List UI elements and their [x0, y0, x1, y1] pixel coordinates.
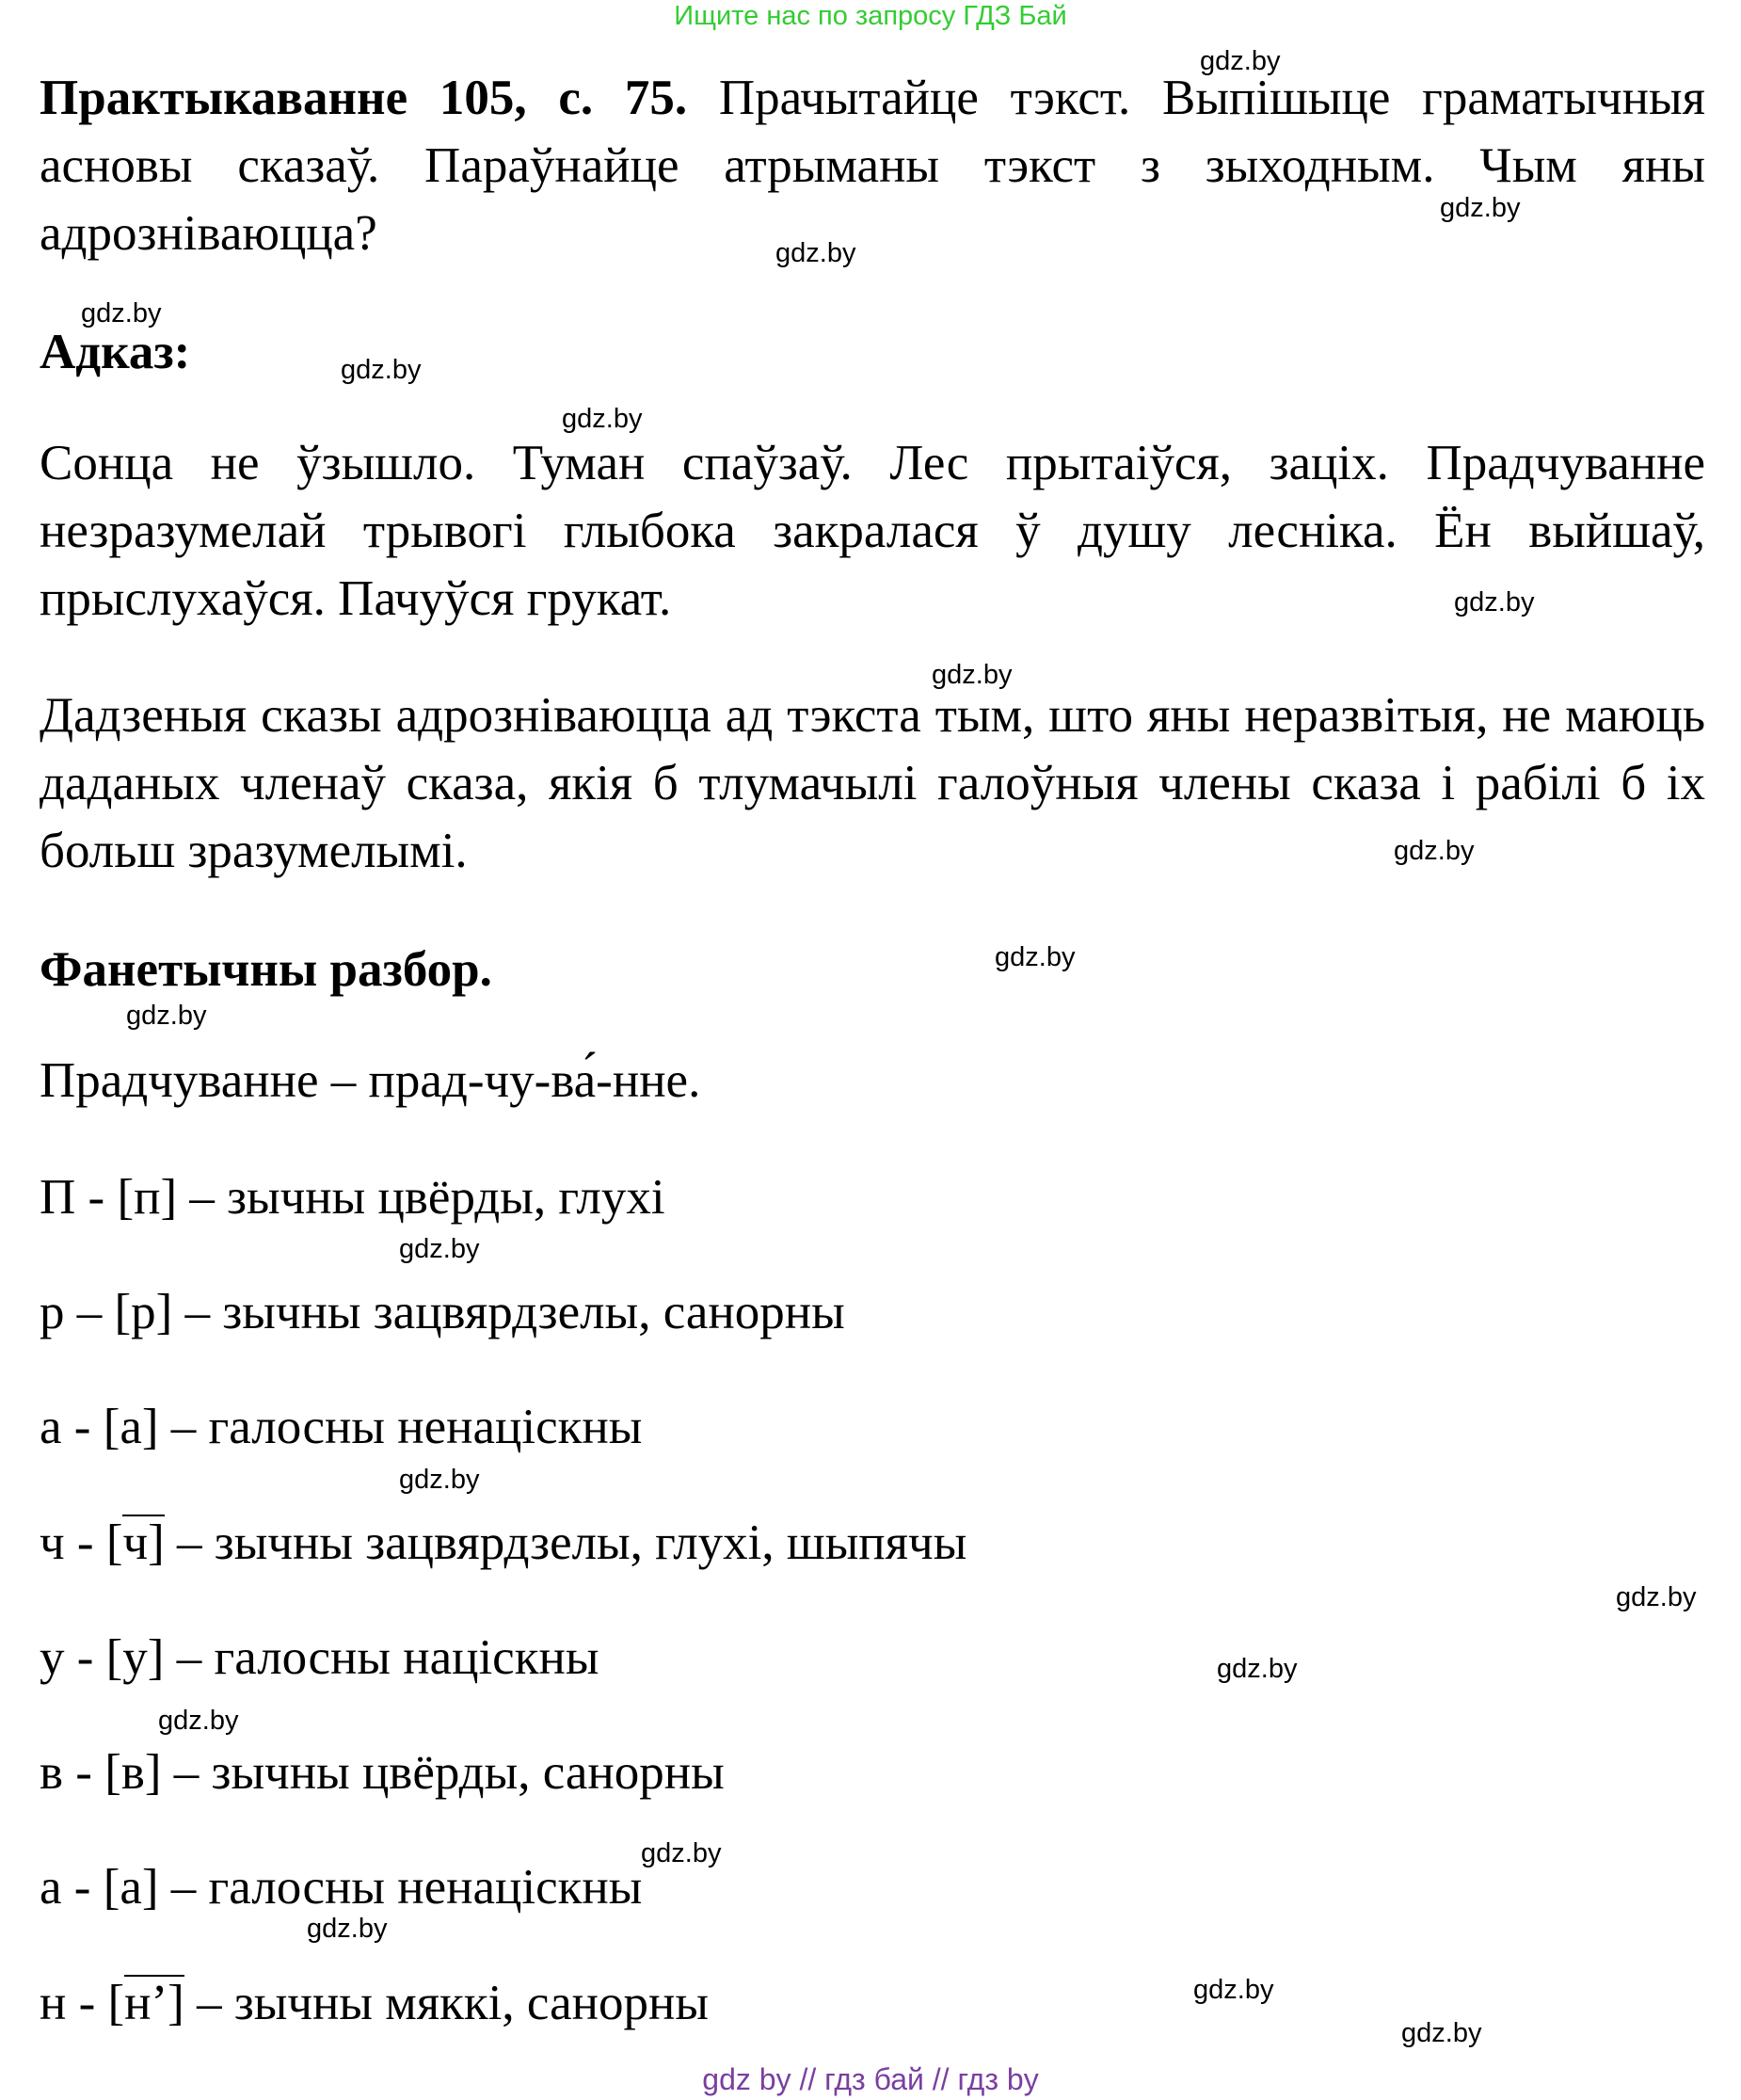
answer-paragraph-1: Сонца не ўзышло. Туман спаўзаў. Лес прытаіўся, заціх. Прадчуванне незразумелай трывогі глыбока закралася ў душу лесніка. Ён выйшаў, прыслухаўся. Пачуўся грукат.: [40, 436, 1705, 626]
task-label: Практыкаванне 105, с. 75.: [40, 71, 688, 125]
watermark: gdz.by: [341, 355, 422, 385]
watermark: gdz.by: [126, 1001, 207, 1031]
answer-heading: Адказ:: [40, 325, 191, 379]
phonetic-word: Прадчуванне – прад-чу-ва́-нне.: [40, 1053, 701, 1108]
phonetic-row: в - [в] – зычны цвёрды, санорны: [40, 1745, 725, 1800]
watermark: gdz.by: [1454, 587, 1535, 617]
watermark: gdz.by: [1394, 836, 1475, 866]
watermark: gdz.by: [399, 1234, 480, 1264]
watermark: gdz.by: [775, 238, 856, 268]
watermark: gdz.by: [1217, 1654, 1298, 1684]
watermark: gdz.by: [1193, 1975, 1274, 2005]
watermark: gdz.by: [1616, 1582, 1697, 1612]
watermark: gdz.by: [641, 1838, 722, 1868]
watermark: gdz.by: [158, 1706, 239, 1736]
watermark: gdz.by: [307, 1914, 388, 1944]
top-banner: Ищите нас по запросу ГДЗ Бай: [674, 1, 1067, 31]
task-text: Прачытайце тэкст. Выпішыце граматычныя асновы сказаў. Параўнайце атрыманы тэкст з зыходным. Чым яны адрозніваюцца?: [40, 71, 1705, 261]
watermark: gdz.by: [562, 404, 643, 434]
watermark: gdz.by: [932, 660, 1013, 690]
watermark: gdz.by: [1200, 46, 1281, 76]
phonetic-row: а - [а] – галосны ненаціскны: [40, 1400, 643, 1454]
task-statement: [40, 64, 1705, 267]
answer-paragraph-2: Дадзеныя сказы адрозніваюцца ад тэкста тым, што яны неразвітыя, не маюць даданых членаў сказа, якія б тлумачылі галоўныя члены сказа і рабілі б іх больш зразумелымі.: [40, 688, 1705, 878]
phonetic-row: П - [п] – зычны цвёрды, глухі: [40, 1170, 665, 1225]
phonetic-row: а - [а] – галосны ненаціскны: [40, 1860, 643, 1915]
watermark: gdz.by: [399, 1465, 480, 1495]
watermark: gdz.by: [81, 298, 162, 329]
footer-links: gdz by // гдз бай // гдз by: [702, 2062, 1039, 2096]
soft-mark: ч]: [122, 1515, 165, 1570]
phonetic-row: ч - [ч] – зычны зацвярдзелы, глухі, шыпячы: [40, 1515, 967, 1570]
watermark: gdz.by: [995, 942, 1076, 972]
watermark: gdz.by: [1401, 2018, 1482, 2048]
phonetic-row: н - [н’] – зычны мяккі, санорны: [40, 1976, 709, 2030]
soft-mark: н’]: [124, 1976, 184, 2030]
phonetic-heading: Фанетычны разбор.: [40, 942, 492, 997]
phonetic-row: у - [у] – галосны націскны: [40, 1630, 599, 1685]
watermark: gdz.by: [1440, 193, 1521, 223]
phonetic-row: р – [р] – зычны зацвярдзелы, санорны: [40, 1285, 845, 1339]
